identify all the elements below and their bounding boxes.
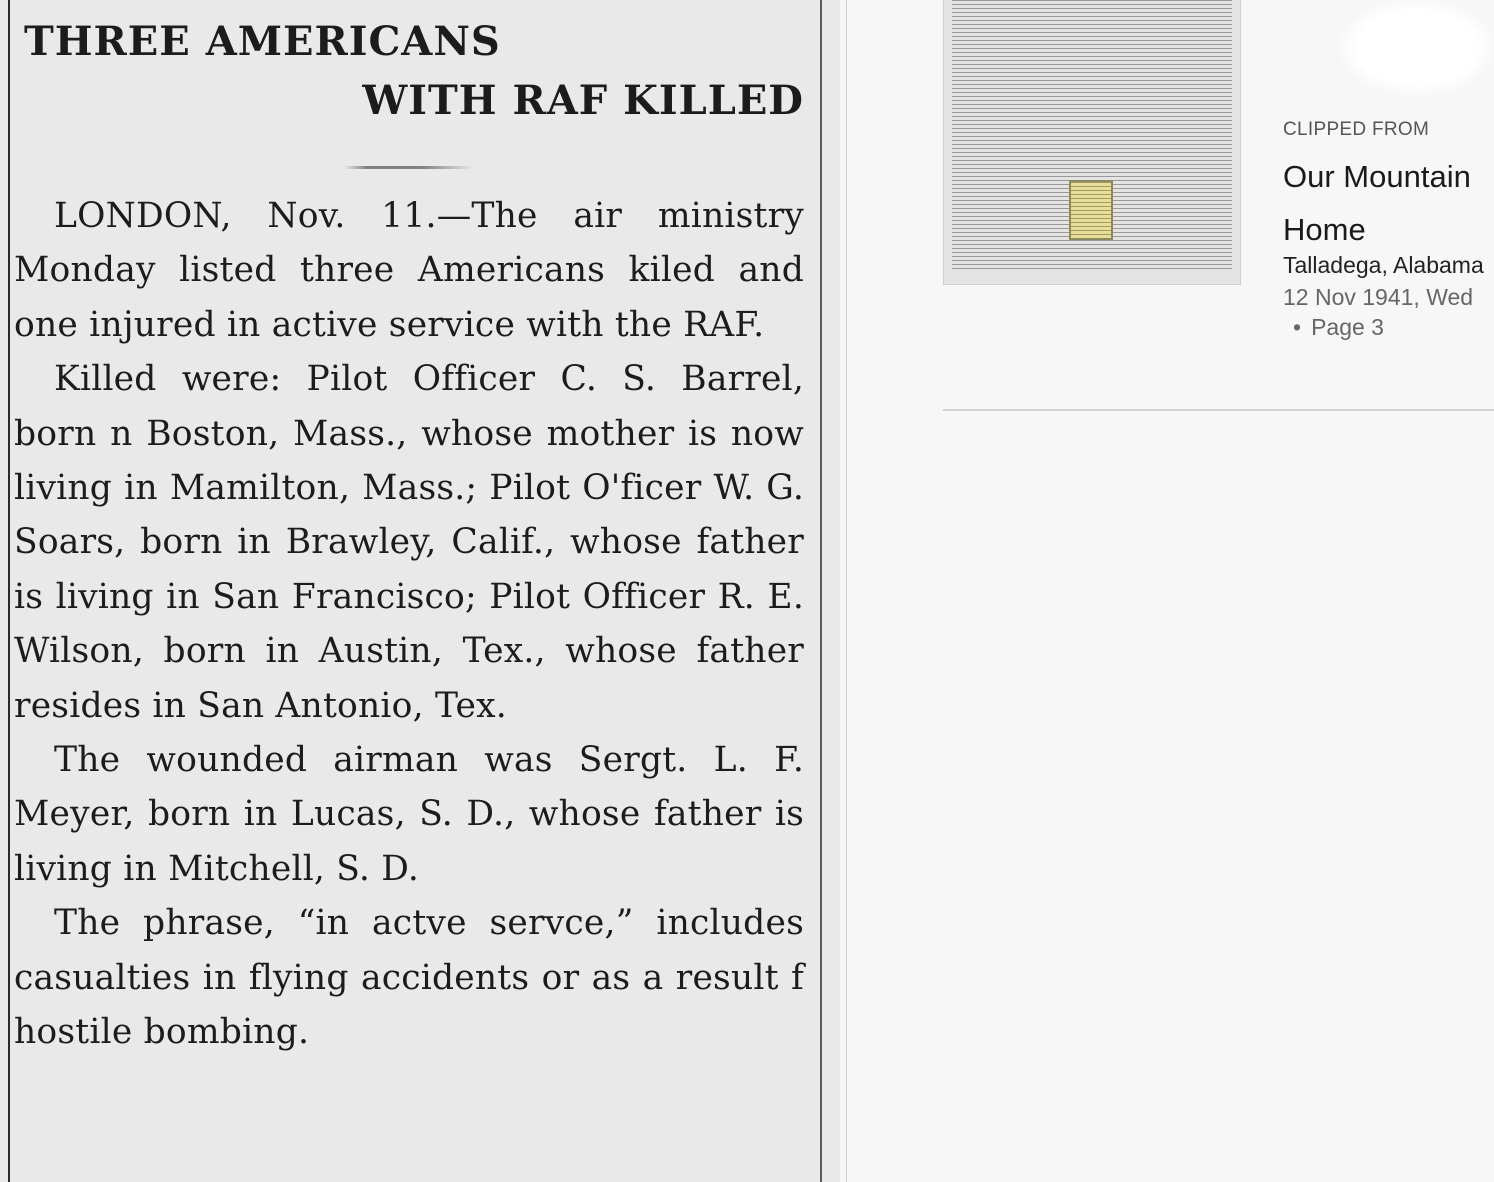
- article-paragraph: LONDON, Nov. 11.—The air ministry Monday listed three Americans kiled and one injured in active service with the RAF.: [14, 196, 804, 345]
- source-info: [1283, 118, 1488, 342]
- newspaper-location: Talladega, Alabama: [1283, 252, 1484, 278]
- newspaper-name-link[interactable]: Our Mountain Home: [1283, 159, 1471, 247]
- page-thumbnail[interactable]: [943, 0, 1241, 285]
- article-paragraph: The phrase, “in actve servce,” includes casualties in flying accidents or as a result f hostile bombing.: [14, 903, 804, 1053]
- headline-rule: [344, 166, 474, 169]
- separator-dot: •: [1293, 314, 1302, 340]
- panel-separator: [846, 0, 847, 1182]
- article-paragraph: The wounded airman was Sergt. L. F. Meyer, born in Lucas, S. D., whose father is living in Mitchell, S. D.: [14, 740, 804, 889]
- publication-date-line: [1283, 282, 1488, 342]
- headline-line-1: THREE AMERICANS: [24, 18, 501, 65]
- publication-date: 12 Nov 1941, Wed: [1283, 284, 1474, 310]
- page-number-link[interactable]: Page 3: [1311, 314, 1384, 340]
- column-rule-left: [8, 0, 10, 1182]
- article-body: [14, 189, 804, 1060]
- clip-location-highlight: [1069, 180, 1113, 240]
- article-paragraph: Killed were: Pilot Officer C. S. Barrel, born n Boston, Mass., whose mother is now living in Mamilton, Mass.; Pilot O'ficer W. G. Soars, born in Brawley, Calif., whose father is living in San Francisco; Pilot Officer R. E. Wilson, born in Austin, Tex., whose father resides in San Antonio, Tex.: [14, 359, 804, 726]
- clipped-from-label: CLIPPED FROM: [1283, 119, 1430, 140]
- decorative-smudge: [1340, 0, 1494, 95]
- section-divider: [943, 409, 1494, 411]
- column-rule-right: [820, 0, 822, 1182]
- headline-line-2: WITH RAF KILLED: [362, 77, 804, 124]
- article: [14, 14, 804, 1060]
